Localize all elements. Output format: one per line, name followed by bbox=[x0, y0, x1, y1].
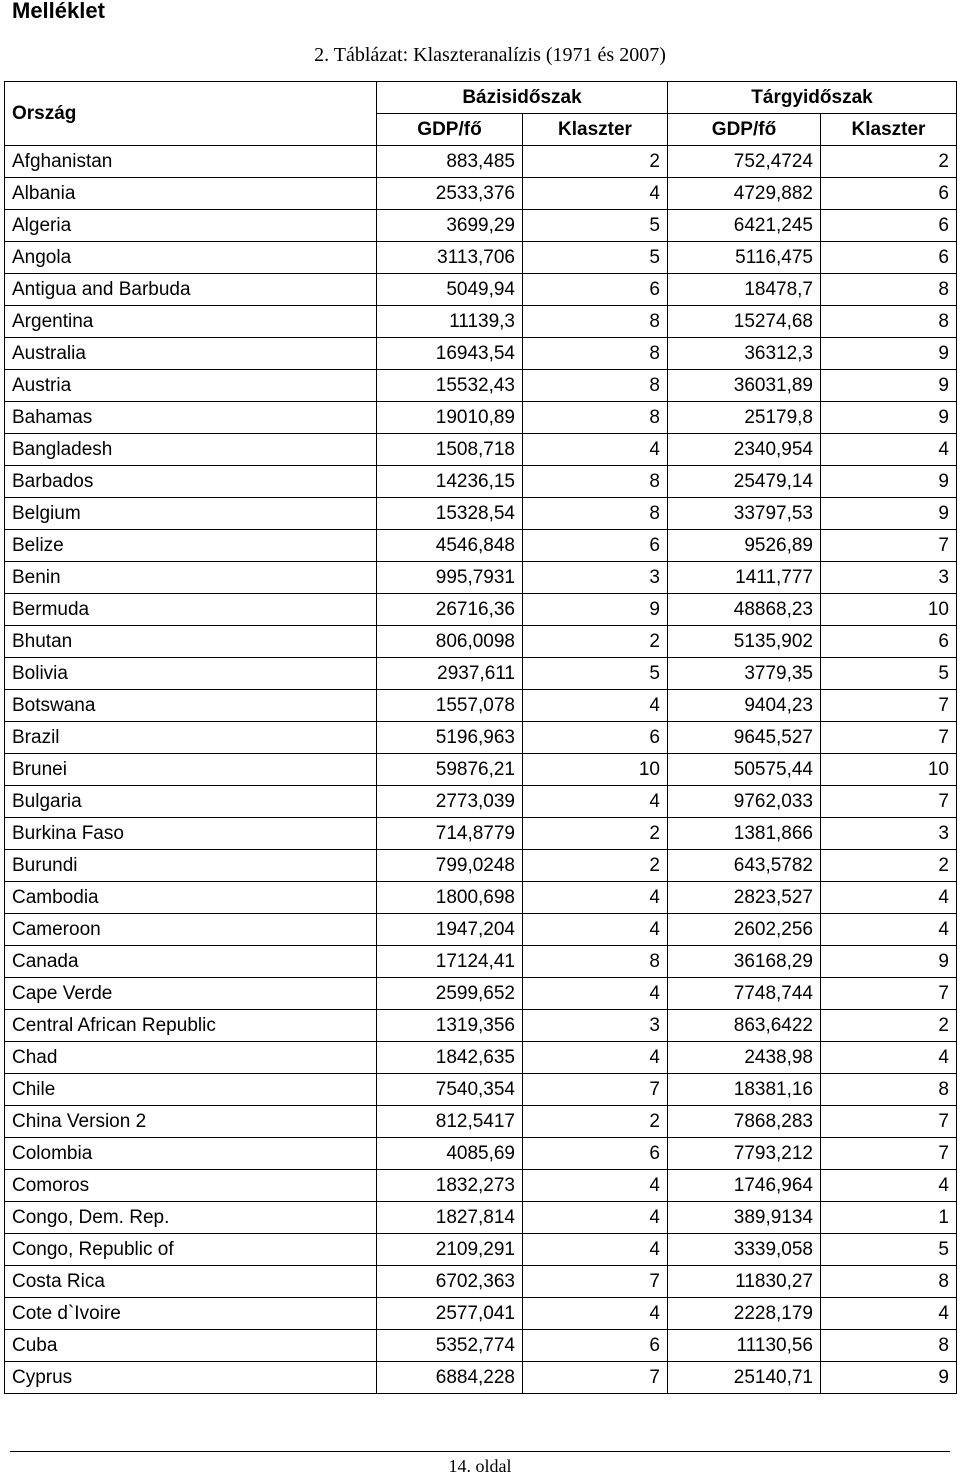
country-cell: Chile bbox=[5, 1074, 377, 1106]
target-gdp-cell: 11130,56 bbox=[668, 1330, 821, 1362]
country-cell: Barbados bbox=[5, 466, 377, 498]
base-gdp-cell: 6884,228 bbox=[377, 1362, 523, 1394]
table-row bbox=[5, 1202, 957, 1234]
base-gdp-cell: 1800,698 bbox=[377, 882, 523, 914]
target-gdp-cell: 25140,71 bbox=[668, 1362, 821, 1394]
country-cell: Costa Rica bbox=[5, 1266, 377, 1298]
country-cell: Chad bbox=[5, 1042, 377, 1074]
table-row bbox=[5, 498, 957, 530]
base-cluster-cell: 8 bbox=[523, 498, 668, 530]
target-cluster-cell: 4 bbox=[821, 1298, 957, 1330]
target-gdp-cell: 9404,23 bbox=[668, 690, 821, 722]
target-gdp-cell: 1746,964 bbox=[668, 1170, 821, 1202]
table-row bbox=[5, 1298, 957, 1330]
target-gdp-cell: 7793,212 bbox=[668, 1138, 821, 1170]
table-row bbox=[5, 338, 957, 370]
base-cluster-cell: 6 bbox=[523, 274, 668, 306]
country-cell: China Version 2 bbox=[5, 1106, 377, 1138]
base-cluster-cell: 4 bbox=[523, 434, 668, 466]
target-gdp-cell: 2823,527 bbox=[668, 882, 821, 914]
header-base-period: Bázisidőszak bbox=[377, 82, 668, 114]
target-cluster-cell: 9 bbox=[821, 466, 957, 498]
table-row bbox=[5, 850, 957, 882]
country-cell: Angola bbox=[5, 242, 377, 274]
base-cluster-cell: 4 bbox=[523, 914, 668, 946]
target-gdp-cell: 25479,14 bbox=[668, 466, 821, 498]
target-cluster-cell: 8 bbox=[821, 1330, 957, 1362]
base-gdp-cell: 15328,54 bbox=[377, 498, 523, 530]
base-gdp-cell: 1832,273 bbox=[377, 1170, 523, 1202]
base-gdp-cell: 3113,706 bbox=[377, 242, 523, 274]
base-cluster-cell: 6 bbox=[523, 1138, 668, 1170]
cluster-table bbox=[4, 81, 957, 1394]
table-row bbox=[5, 1266, 957, 1298]
target-gdp-cell: 2340,954 bbox=[668, 434, 821, 466]
table-row bbox=[5, 690, 957, 722]
target-cluster-cell: 4 bbox=[821, 1170, 957, 1202]
target-cluster-cell: 6 bbox=[821, 242, 957, 274]
base-gdp-cell: 1842,635 bbox=[377, 1042, 523, 1074]
table-row bbox=[5, 1138, 957, 1170]
table-row bbox=[5, 466, 957, 498]
target-gdp-cell: 5135,902 bbox=[668, 626, 821, 658]
base-gdp-cell: 812,5417 bbox=[377, 1106, 523, 1138]
table-row bbox=[5, 274, 957, 306]
base-gdp-cell: 17124,41 bbox=[377, 946, 523, 978]
base-cluster-cell: 4 bbox=[523, 978, 668, 1010]
target-cluster-cell: 5 bbox=[821, 658, 957, 690]
country-cell: Belgium bbox=[5, 498, 377, 530]
target-cluster-cell: 8 bbox=[821, 1266, 957, 1298]
base-cluster-cell: 4 bbox=[523, 1234, 668, 1266]
table-row bbox=[5, 914, 957, 946]
table-row bbox=[5, 1170, 957, 1202]
target-cluster-cell: 9 bbox=[821, 370, 957, 402]
country-cell: Argentina bbox=[5, 306, 377, 338]
base-cluster-cell: 4 bbox=[523, 1170, 668, 1202]
country-cell: Cyprus bbox=[5, 1362, 377, 1394]
base-cluster-cell: 2 bbox=[523, 626, 668, 658]
base-gdp-cell: 5352,774 bbox=[377, 1330, 523, 1362]
base-gdp-cell: 714,8779 bbox=[377, 818, 523, 850]
table-row bbox=[5, 658, 957, 690]
target-cluster-cell: 4 bbox=[821, 434, 957, 466]
target-cluster-cell: 7 bbox=[821, 530, 957, 562]
country-cell: Burundi bbox=[5, 850, 377, 882]
country-cell: Australia bbox=[5, 338, 377, 370]
target-gdp-cell: 18381,16 bbox=[668, 1074, 821, 1106]
base-gdp-cell: 2109,291 bbox=[377, 1234, 523, 1266]
base-cluster-cell: 2 bbox=[523, 146, 668, 178]
target-cluster-cell: 8 bbox=[821, 1074, 957, 1106]
header-target-period: Tárgyidőszak bbox=[668, 82, 957, 114]
country-cell: Brazil bbox=[5, 722, 377, 754]
base-gdp-cell: 1508,718 bbox=[377, 434, 523, 466]
base-cluster-cell: 8 bbox=[523, 370, 668, 402]
base-gdp-cell: 1557,078 bbox=[377, 690, 523, 722]
base-cluster-cell: 8 bbox=[523, 338, 668, 370]
base-gdp-cell: 14236,15 bbox=[377, 466, 523, 498]
header-country: Ország bbox=[5, 82, 377, 146]
country-cell: Bolivia bbox=[5, 658, 377, 690]
base-cluster-cell: 8 bbox=[523, 306, 668, 338]
target-cluster-cell: 2 bbox=[821, 850, 957, 882]
country-cell: Bhutan bbox=[5, 626, 377, 658]
base-cluster-cell: 4 bbox=[523, 1202, 668, 1234]
table-row bbox=[5, 1362, 957, 1394]
table-row bbox=[5, 754, 957, 786]
table-row bbox=[5, 1330, 957, 1362]
target-gdp-cell: 36031,89 bbox=[668, 370, 821, 402]
base-cluster-cell: 7 bbox=[523, 1266, 668, 1298]
base-cluster-cell: 4 bbox=[523, 786, 668, 818]
table-row bbox=[5, 1074, 957, 1106]
table-body bbox=[5, 146, 957, 1394]
country-cell: Algeria bbox=[5, 210, 377, 242]
country-cell: Congo, Dem. Rep. bbox=[5, 1202, 377, 1234]
base-gdp-cell: 1827,814 bbox=[377, 1202, 523, 1234]
country-cell: Cameroon bbox=[5, 914, 377, 946]
base-gdp-cell: 2599,652 bbox=[377, 978, 523, 1010]
target-gdp-cell: 36168,29 bbox=[668, 946, 821, 978]
table-row bbox=[5, 946, 957, 978]
country-cell: Austria bbox=[5, 370, 377, 402]
header-target-cluster: Klaszter bbox=[821, 114, 957, 146]
base-cluster-cell: 2 bbox=[523, 818, 668, 850]
target-gdp-cell: 9645,527 bbox=[668, 722, 821, 754]
target-gdp-cell: 50575,44 bbox=[668, 754, 821, 786]
page-heading: Melléklet bbox=[12, 0, 105, 23]
table-row bbox=[5, 434, 957, 466]
target-cluster-cell: 4 bbox=[821, 882, 957, 914]
country-cell: Afghanistan bbox=[5, 146, 377, 178]
base-cluster-cell: 9 bbox=[523, 594, 668, 626]
base-gdp-cell: 1947,204 bbox=[377, 914, 523, 946]
country-cell: Antigua and Barbuda bbox=[5, 274, 377, 306]
target-gdp-cell: 389,9134 bbox=[668, 1202, 821, 1234]
base-gdp-cell: 2533,376 bbox=[377, 178, 523, 210]
target-cluster-cell: 9 bbox=[821, 946, 957, 978]
country-cell: Albania bbox=[5, 178, 377, 210]
header-base-gdp: GDP/fő bbox=[377, 114, 523, 146]
base-gdp-cell: 3699,29 bbox=[377, 210, 523, 242]
target-cluster-cell: 4 bbox=[821, 1042, 957, 1074]
country-cell: Cuba bbox=[5, 1330, 377, 1362]
table-row bbox=[5, 146, 957, 178]
base-cluster-cell: 5 bbox=[523, 242, 668, 274]
country-cell: Bangladesh bbox=[5, 434, 377, 466]
base-gdp-cell: 7540,354 bbox=[377, 1074, 523, 1106]
target-cluster-cell: 6 bbox=[821, 626, 957, 658]
country-cell: Botswana bbox=[5, 690, 377, 722]
target-gdp-cell: 7868,283 bbox=[668, 1106, 821, 1138]
base-cluster-cell: 10 bbox=[523, 754, 668, 786]
base-gdp-cell: 16943,54 bbox=[377, 338, 523, 370]
base-cluster-cell: 8 bbox=[523, 946, 668, 978]
country-cell: Congo, Republic of bbox=[5, 1234, 377, 1266]
target-cluster-cell: 7 bbox=[821, 978, 957, 1010]
country-cell: Bermuda bbox=[5, 594, 377, 626]
target-gdp-cell: 48868,23 bbox=[668, 594, 821, 626]
target-cluster-cell: 4 bbox=[821, 914, 957, 946]
target-cluster-cell: 7 bbox=[821, 722, 957, 754]
target-cluster-cell: 9 bbox=[821, 402, 957, 434]
base-gdp-cell: 806,0098 bbox=[377, 626, 523, 658]
header-base-cluster: Klaszter bbox=[523, 114, 668, 146]
base-cluster-cell: 4 bbox=[523, 1042, 668, 1074]
target-cluster-cell: 10 bbox=[821, 594, 957, 626]
target-gdp-cell: 36312,3 bbox=[668, 338, 821, 370]
target-gdp-cell: 18478,7 bbox=[668, 274, 821, 306]
base-cluster-cell: 7 bbox=[523, 1074, 668, 1106]
table-row bbox=[5, 722, 957, 754]
base-cluster-cell: 8 bbox=[523, 402, 668, 434]
target-gdp-cell: 9762,033 bbox=[668, 786, 821, 818]
table-row bbox=[5, 1106, 957, 1138]
base-gdp-cell: 26716,36 bbox=[377, 594, 523, 626]
base-cluster-cell: 3 bbox=[523, 562, 668, 594]
target-gdp-cell: 1381,866 bbox=[668, 818, 821, 850]
table-row bbox=[5, 242, 957, 274]
table-row bbox=[5, 562, 957, 594]
country-cell: Benin bbox=[5, 562, 377, 594]
table-row bbox=[5, 306, 957, 338]
target-cluster-cell: 1 bbox=[821, 1202, 957, 1234]
target-cluster-cell: 3 bbox=[821, 562, 957, 594]
country-cell: Cambodia bbox=[5, 882, 377, 914]
base-gdp-cell: 1319,356 bbox=[377, 1010, 523, 1042]
table-row bbox=[5, 594, 957, 626]
target-gdp-cell: 3339,058 bbox=[668, 1234, 821, 1266]
table-row bbox=[5, 978, 957, 1010]
target-gdp-cell: 9526,89 bbox=[668, 530, 821, 562]
target-cluster-cell: 2 bbox=[821, 1010, 957, 1042]
target-gdp-cell: 1411,777 bbox=[668, 562, 821, 594]
base-cluster-cell: 5 bbox=[523, 210, 668, 242]
base-cluster-cell: 6 bbox=[523, 722, 668, 754]
target-gdp-cell: 752,4724 bbox=[668, 146, 821, 178]
table-row bbox=[5, 1042, 957, 1074]
target-cluster-cell: 9 bbox=[821, 498, 957, 530]
base-gdp-cell: 4085,69 bbox=[377, 1138, 523, 1170]
country-cell: Canada bbox=[5, 946, 377, 978]
target-gdp-cell: 3779,35 bbox=[668, 658, 821, 690]
table-caption: 2. Táblázat: Klaszteranalízis (1971 és 2007) bbox=[314, 44, 666, 66]
base-cluster-cell: 4 bbox=[523, 178, 668, 210]
table-row bbox=[5, 818, 957, 850]
base-gdp-cell: 2577,041 bbox=[377, 1298, 523, 1330]
table-row bbox=[5, 882, 957, 914]
target-cluster-cell: 10 bbox=[821, 754, 957, 786]
base-gdp-cell: 995,7931 bbox=[377, 562, 523, 594]
footer-divider bbox=[10, 1451, 950, 1452]
target-cluster-cell: 9 bbox=[821, 1362, 957, 1394]
base-cluster-cell: 8 bbox=[523, 466, 668, 498]
base-gdp-cell: 59876,21 bbox=[377, 754, 523, 786]
target-cluster-cell: 7 bbox=[821, 1138, 957, 1170]
base-gdp-cell: 2773,039 bbox=[377, 786, 523, 818]
country-cell: Colombia bbox=[5, 1138, 377, 1170]
target-gdp-cell: 25179,8 bbox=[668, 402, 821, 434]
target-cluster-cell: 3 bbox=[821, 818, 957, 850]
target-cluster-cell: 9 bbox=[821, 338, 957, 370]
country-cell: Brunei bbox=[5, 754, 377, 786]
target-gdp-cell: 643,5782 bbox=[668, 850, 821, 882]
target-gdp-cell: 2602,256 bbox=[668, 914, 821, 946]
base-cluster-cell: 6 bbox=[523, 1330, 668, 1362]
country-cell: Belize bbox=[5, 530, 377, 562]
table-row bbox=[5, 402, 957, 434]
base-gdp-cell: 4546,848 bbox=[377, 530, 523, 562]
base-cluster-cell: 5 bbox=[523, 658, 668, 690]
base-cluster-cell: 7 bbox=[523, 1362, 668, 1394]
base-cluster-cell: 2 bbox=[523, 1106, 668, 1138]
table-row bbox=[5, 178, 957, 210]
base-cluster-cell: 4 bbox=[523, 882, 668, 914]
table-row bbox=[5, 786, 957, 818]
country-cell: Bulgaria bbox=[5, 786, 377, 818]
page-number: 14. oldal bbox=[448, 1456, 512, 1476]
base-gdp-cell: 883,485 bbox=[377, 146, 523, 178]
target-gdp-cell: 863,6422 bbox=[668, 1010, 821, 1042]
target-gdp-cell: 15274,68 bbox=[668, 306, 821, 338]
target-cluster-cell: 6 bbox=[821, 178, 957, 210]
target-gdp-cell: 4729,882 bbox=[668, 178, 821, 210]
target-gdp-cell: 2438,98 bbox=[668, 1042, 821, 1074]
table-row bbox=[5, 210, 957, 242]
target-cluster-cell: 7 bbox=[821, 1106, 957, 1138]
country-cell: Bahamas bbox=[5, 402, 377, 434]
target-gdp-cell: 7748,744 bbox=[668, 978, 821, 1010]
base-gdp-cell: 5196,963 bbox=[377, 722, 523, 754]
country-cell: Comoros bbox=[5, 1170, 377, 1202]
table-row bbox=[5, 1234, 957, 1266]
country-cell: Cape Verde bbox=[5, 978, 377, 1010]
base-gdp-cell: 19010,89 bbox=[377, 402, 523, 434]
table-row bbox=[5, 1010, 957, 1042]
table-row bbox=[5, 530, 957, 562]
base-gdp-cell: 6702,363 bbox=[377, 1266, 523, 1298]
target-cluster-cell: 7 bbox=[821, 690, 957, 722]
base-gdp-cell: 799,0248 bbox=[377, 850, 523, 882]
header-target-gdp: GDP/fő bbox=[668, 114, 821, 146]
base-cluster-cell: 6 bbox=[523, 530, 668, 562]
base-gdp-cell: 11139,3 bbox=[377, 306, 523, 338]
country-cell: Burkina Faso bbox=[5, 818, 377, 850]
country-cell: Central African Republic bbox=[5, 1010, 377, 1042]
target-cluster-cell: 5 bbox=[821, 1234, 957, 1266]
country-cell: Cote d`Ivoire bbox=[5, 1298, 377, 1330]
base-gdp-cell: 2937,611 bbox=[377, 658, 523, 690]
base-gdp-cell: 15532,43 bbox=[377, 370, 523, 402]
base-gdp-cell: 5049,94 bbox=[377, 274, 523, 306]
target-gdp-cell: 2228,179 bbox=[668, 1298, 821, 1330]
table-row bbox=[5, 370, 957, 402]
table-row bbox=[5, 626, 957, 658]
base-cluster-cell: 4 bbox=[523, 1298, 668, 1330]
target-gdp-cell: 6421,245 bbox=[668, 210, 821, 242]
target-cluster-cell: 8 bbox=[821, 274, 957, 306]
base-cluster-cell: 2 bbox=[523, 850, 668, 882]
base-cluster-cell: 3 bbox=[523, 1010, 668, 1042]
target-gdp-cell: 5116,475 bbox=[668, 242, 821, 274]
target-cluster-cell: 2 bbox=[821, 146, 957, 178]
target-cluster-cell: 6 bbox=[821, 210, 957, 242]
target-cluster-cell: 7 bbox=[821, 786, 957, 818]
target-cluster-cell: 8 bbox=[821, 306, 957, 338]
base-cluster-cell: 4 bbox=[523, 690, 668, 722]
target-gdp-cell: 11830,27 bbox=[668, 1266, 821, 1298]
target-gdp-cell: 33797,53 bbox=[668, 498, 821, 530]
